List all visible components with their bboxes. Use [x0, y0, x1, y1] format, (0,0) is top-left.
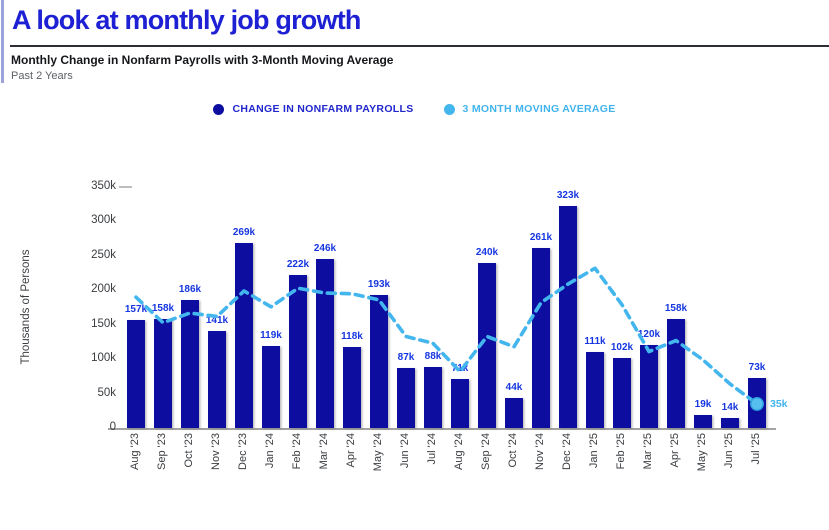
- bar-value-label: 186k: [178, 283, 202, 295]
- bar-value-label: 118k: [341, 330, 363, 342]
- x-axis-label: May '24: [372, 433, 384, 472]
- bar-value-label: 157k: [124, 303, 148, 315]
- x-axis-label: Feb '24: [291, 433, 303, 470]
- x-axis-label: Mar '24: [318, 433, 330, 470]
- header-accent-bar: [1, 0, 4, 83]
- y-axis-title: Thousands of Persons: [20, 249, 32, 365]
- bar-value-label: 119k: [260, 330, 282, 342]
- y-axis-tick: [119, 186, 132, 188]
- x-axis-line: [108, 428, 776, 430]
- legend-item-moving-average: [444, 103, 616, 115]
- bar-value-label: 102k: [610, 341, 634, 353]
- bar: [532, 248, 550, 428]
- bar-value-label: 19k: [694, 398, 712, 410]
- bar-value-label: 73k: [748, 361, 766, 373]
- bar: [694, 415, 712, 428]
- x-axis-label: Jul '25: [750, 433, 762, 465]
- y-tick-label: 350k: [91, 180, 116, 192]
- legend-item-label: CHANGE IN NONFARM PAYROLLS: [232, 103, 414, 115]
- moving-average-legend-dot-icon: [444, 104, 455, 115]
- bar-value-label: 158k: [151, 303, 175, 315]
- x-axis-label: Dec '24: [561, 433, 573, 470]
- bar-value-label: 88k: [424, 351, 442, 363]
- bar: [478, 263, 496, 428]
- y-tick-label: 0: [109, 421, 116, 433]
- bar: [289, 275, 307, 428]
- x-axis-label: Jan '25: [588, 433, 600, 469]
- chart-subtitle: Monthly Change in Nonfarm Payrolls with 3-Month Moving Average: [11, 53, 394, 67]
- bar-value-label: 158k: [664, 303, 688, 315]
- chart-period: Past 2 Years: [11, 70, 73, 82]
- bar: [208, 331, 226, 428]
- x-axis-label: Nov '24: [534, 433, 546, 470]
- bar: [640, 345, 658, 428]
- bar: [586, 352, 604, 428]
- bar: [748, 378, 766, 428]
- bar-value-label: 14k: [721, 402, 739, 414]
- y-tick-label: 300k: [91, 214, 116, 227]
- bar: [424, 367, 442, 428]
- bar: [262, 346, 280, 428]
- bar: [721, 418, 739, 428]
- bar: [613, 358, 631, 428]
- page-title: A look at monthly job growth: [12, 5, 361, 35]
- title-divider: [10, 45, 829, 47]
- bar-value-label: 323k: [556, 189, 580, 201]
- bar: [397, 368, 415, 428]
- x-axis-label: Oct '24: [507, 433, 519, 468]
- bar: [559, 206, 577, 428]
- x-axis-label: Dec '23: [237, 433, 249, 470]
- bar-value-label: 141k: [205, 314, 229, 326]
- y-tick-label: 250k: [91, 248, 116, 261]
- bar: [667, 319, 685, 428]
- legend-item-payrolls: [213, 103, 413, 115]
- y-tick-label: 200k: [91, 283, 116, 296]
- x-axis-label: Apr '25: [669, 433, 681, 468]
- bar: [505, 398, 523, 428]
- x-axis-label: Oct '23: [183, 433, 195, 468]
- payrolls-legend-dot-icon: [213, 104, 224, 115]
- bar: [451, 379, 469, 428]
- x-axis-label: Aug '23: [129, 433, 141, 470]
- bar-value-label: 261k: [529, 232, 553, 244]
- x-axis-label: Apr '24: [345, 433, 357, 468]
- x-axis-label: Jun '25: [723, 433, 735, 469]
- bar-value-label: 71k: [451, 363, 469, 375]
- y-tick-label: 50k: [97, 386, 116, 399]
- x-axis-label: Nov '23: [210, 433, 222, 470]
- bar-value-label: 193k: [367, 279, 391, 291]
- bar-value-label: 44k: [505, 381, 523, 393]
- legend-item-label: 3 MONTH MOVING AVERAGE: [462, 103, 616, 115]
- x-axis-label: Sep '24: [480, 433, 492, 470]
- bar-value-label: 120k: [637, 329, 661, 341]
- bar-value-label: 269k: [232, 226, 256, 238]
- moving-average-end-label: 35k: [770, 397, 788, 410]
- bar-value-label: 246k: [313, 242, 337, 254]
- bar: [316, 259, 334, 428]
- x-axis-label: Aug '24: [453, 433, 465, 470]
- bar: [154, 319, 172, 428]
- y-tick-label: 100k: [91, 352, 116, 365]
- bar-value-label: 222k: [286, 259, 310, 271]
- x-axis-label: Sep '23: [156, 433, 168, 470]
- y-tick-label: 150k: [91, 317, 116, 330]
- bar: [343, 347, 361, 428]
- bar: [127, 320, 145, 428]
- legend: [0, 103, 829, 115]
- x-axis-label: Jul '24: [426, 433, 438, 465]
- x-axis-label: Jun '24: [399, 433, 411, 469]
- bar-value-label: 111k: [584, 335, 606, 347]
- bar-value-label: 87k: [397, 352, 415, 364]
- bar-value-label: 240k: [475, 246, 499, 258]
- x-axis-label: Feb '25: [615, 433, 627, 470]
- x-axis-label: May '25: [696, 433, 708, 472]
- x-axis-label: Jan '24: [264, 433, 276, 469]
- x-axis-label: Mar '25: [642, 433, 654, 470]
